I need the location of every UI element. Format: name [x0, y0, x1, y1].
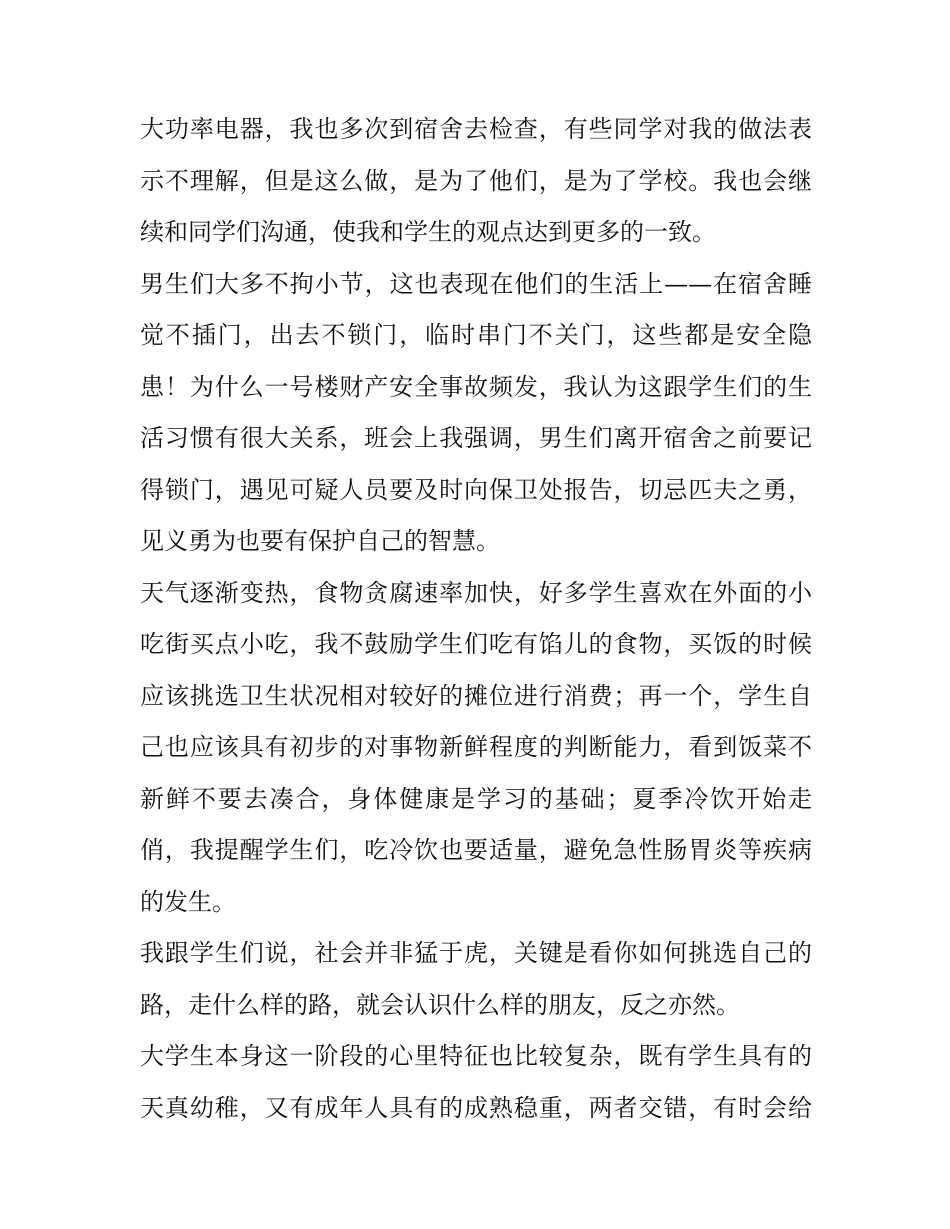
text-line: 天真幼稚，又有成年人具有的成熟稳重，两者交错，有时会给: [140, 1093, 812, 1122]
text-line: 我跟学生们说，社会并非猛于虎，关键是看你如何挑选自己的: [140, 939, 812, 967]
document-body: [140, 104, 812, 1134]
text-line: 大学生本身这一阶段的心里特征也比较复杂，既有学生具有的: [140, 1042, 812, 1070]
text-line: 俏，我提醒学生们，吃冷饮也要适量，避免急性肠胃炎等疾病: [140, 836, 812, 864]
text-line: 大功率电器，我也多次到宿舍去检查，有些同学对我的做法表: [140, 115, 812, 143]
text-line: 应该挑选卫生状况相对较好的摊位进行消费；再一个，学生自: [140, 681, 812, 710]
text-line: 患！为什么一号楼财产安全事故频发，我认为这跟学生们的生: [140, 372, 812, 401]
text-line: 续和同学们沟通，使我和学生的观点达到更多的一致。: [140, 218, 716, 246]
text-line: 天气逐渐变热，食物贪腐速率加快，好多学生喜欢在外面的小: [140, 578, 812, 607]
text-line: 觉不插门，出去不锁门，临时串门不关门，这些都是安全隐: [140, 321, 812, 349]
text-line: 得锁门，遇见可疑人员要及时向保卫处报告，切忌匹夫之勇，: [140, 475, 812, 504]
text-line: 己也应该具有初步的对事物新鲜程度的判断能力，看到饭菜不: [140, 733, 812, 761]
text-line: 见义勇为也要有保护自己的智慧。: [140, 527, 500, 555]
text-line: 示不理解，但是这么做，是为了他们，是为了学校。我也会继: [140, 166, 812, 195]
text-line: 新鲜不要去凑合，身体健康是学习的基础；夏季冷饮开始走: [140, 784, 812, 813]
text-line: 路，走什么样的路，就会认识什么样的朋友，反之亦然。: [140, 990, 740, 1019]
text-line: 男生们大多不拘小节，这也表现在他们的生活上——在宿舍睡: [140, 269, 812, 298]
text-line: 的发生。: [140, 887, 236, 916]
text-line: 活习惯有很大关系，班会上我强调，男生们离开宿舍之前要记: [140, 424, 812, 452]
text-line: 吃街买点小吃，我不鼓励学生们吃有馅儿的食物，买饭的时候: [140, 630, 812, 658]
